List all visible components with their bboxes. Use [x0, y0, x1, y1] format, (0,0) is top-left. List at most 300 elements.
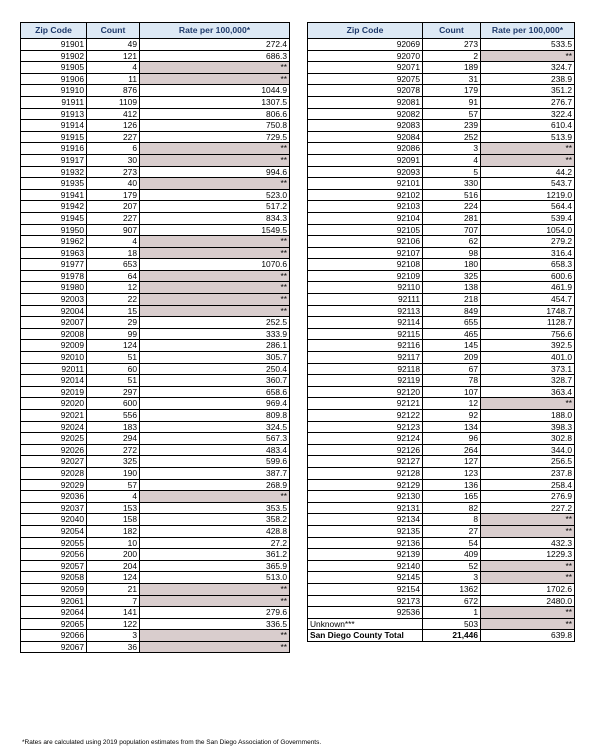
count-cell: 4	[87, 62, 140, 74]
zip-code-cell: 91977	[21, 259, 87, 271]
rate-cell: 483.4	[140, 444, 290, 456]
count-cell: 200	[87, 549, 140, 561]
zip-code-cell: 92003	[21, 294, 87, 306]
count-cell: 227	[87, 131, 140, 143]
table-row	[308, 502, 575, 514]
table-row	[21, 62, 290, 74]
table-row	[21, 583, 290, 595]
zip-code-cell: 92130	[308, 491, 423, 503]
zip-code-cell: 92019	[21, 386, 87, 398]
table-row	[308, 560, 575, 572]
table-row	[21, 340, 290, 352]
table-row	[21, 607, 290, 619]
zip-code-cell: 92118	[308, 363, 423, 375]
zip-code-cell: 92083	[308, 120, 423, 132]
zip-code-cell: 92110	[308, 282, 423, 294]
count-cell: 30	[87, 154, 140, 166]
count-cell: 907	[87, 224, 140, 236]
table-row	[21, 641, 290, 653]
table-row	[308, 444, 575, 456]
zip-code-cell: 92115	[308, 328, 423, 340]
table-row	[308, 247, 575, 259]
rate-cell: 268.9	[140, 479, 290, 491]
rate-cell: 428.8	[140, 525, 290, 537]
rate-cell: **	[481, 514, 575, 526]
table-row	[21, 50, 290, 62]
rate-cell: 336.5	[140, 618, 290, 630]
rate-cell: 2480.0	[481, 595, 575, 607]
count-cell: 27	[423, 525, 481, 537]
count-cell: 52	[423, 560, 481, 572]
table-row	[21, 236, 290, 248]
rate-cell: 756.6	[481, 328, 575, 340]
rate-cell: 322.4	[481, 108, 575, 120]
table-row	[308, 572, 575, 584]
zip-code-cell: 92536	[308, 607, 423, 619]
rate-cell: **	[140, 305, 290, 317]
total-label: San Diego County Total	[308, 630, 423, 642]
table-row	[308, 421, 575, 433]
table-row	[308, 491, 575, 503]
zip-code-cell: 92066	[21, 630, 87, 642]
count-cell: 124	[87, 340, 140, 352]
rate-cell: **	[481, 50, 575, 62]
count-cell: 107	[423, 386, 481, 398]
count-cell: 325	[423, 270, 481, 282]
count-cell: 123	[423, 467, 481, 479]
count-cell: 138	[423, 282, 481, 294]
rate-cell: 523.0	[140, 189, 290, 201]
rate-cell: 324.5	[140, 421, 290, 433]
count-cell: 121	[87, 50, 140, 62]
count-cell: 60	[87, 363, 140, 375]
rate-cell: 238.9	[481, 73, 575, 85]
zip-code-cell: 92103	[308, 201, 423, 213]
count-cell: 62	[423, 236, 481, 248]
zip-code-cell: 92101	[308, 178, 423, 190]
count-cell: 224	[423, 201, 481, 213]
rate-cell: 361.2	[140, 549, 290, 561]
count-header: Count	[423, 23, 481, 39]
zip-code-cell: 92173	[308, 595, 423, 607]
zip-code-cell: 91932	[21, 166, 87, 178]
rate-cell: 250.4	[140, 363, 290, 375]
unknown-row	[308, 618, 575, 630]
table-row	[21, 456, 290, 468]
table-row	[308, 456, 575, 468]
rate-cell: 1702.6	[481, 583, 575, 595]
zip-code-cell: 91916	[21, 143, 87, 155]
count-cell: 330	[423, 178, 481, 190]
rate-cell: 729.5	[140, 131, 290, 143]
count-cell: 54	[423, 537, 481, 549]
count-cell: 218	[423, 294, 481, 306]
table-row	[308, 270, 575, 282]
rate-cell: 227.2	[481, 502, 575, 514]
count-cell: 51	[87, 352, 140, 364]
zip-code-cell: 92106	[308, 236, 423, 248]
count-cell: 600	[87, 398, 140, 410]
zip-code-cell: 92107	[308, 247, 423, 259]
rate-cell: 328.7	[481, 375, 575, 387]
zip-code-cell: 92126	[308, 444, 423, 456]
count-cell: 124	[87, 572, 140, 584]
zip-code-cell: 92124	[308, 433, 423, 445]
table-row	[308, 340, 575, 352]
count-cell: 412	[87, 108, 140, 120]
zip-code-cell: 92067	[21, 641, 87, 653]
rate-cell: 454.7	[481, 294, 575, 306]
zip-code-cell: 92025	[21, 433, 87, 445]
rate-cell: **	[140, 282, 290, 294]
rate-cell: **	[140, 270, 290, 282]
count-cell: 179	[423, 85, 481, 97]
zip-code-cell: 92061	[21, 595, 87, 607]
rate-cell: 513.9	[481, 131, 575, 143]
rate-cell: 1748.7	[481, 305, 575, 317]
zip-code-cell: 92091	[308, 154, 423, 166]
zip-code-cell: 92139	[308, 549, 423, 561]
table-row	[21, 85, 290, 97]
zip-code-cell: 92009	[21, 340, 87, 352]
zip-code-cell: 92140	[308, 560, 423, 572]
count-cell: 1	[423, 607, 481, 619]
count-cell: 8	[423, 514, 481, 526]
zip-code-cell: 92020	[21, 398, 87, 410]
rate-cell: 272.4	[140, 39, 290, 51]
count-cell: 57	[87, 479, 140, 491]
table-row	[21, 259, 290, 271]
count-cell: 12	[87, 282, 140, 294]
rate-cell: **	[140, 236, 290, 248]
zip-code-cell: 92028	[21, 467, 87, 479]
table-row	[21, 73, 290, 85]
rate-cell: 333.9	[140, 328, 290, 340]
rate-cell: **	[140, 641, 290, 653]
rate-cell: 365.9	[140, 560, 290, 572]
zip-code-cell: 91906	[21, 73, 87, 85]
rate-cell: 324.7	[481, 62, 575, 74]
rate-header: Rate per 100,000*	[481, 23, 575, 39]
zip-code-cell: 92136	[308, 537, 423, 549]
count-cell: 252	[423, 131, 481, 143]
count-cell: 51	[87, 375, 140, 387]
count-cell: 227	[87, 212, 140, 224]
table-row	[308, 514, 575, 526]
unknown-count: 503	[423, 618, 481, 630]
table-row	[308, 410, 575, 422]
rate-cell: **	[140, 143, 290, 155]
rate-cell: 1229.3	[481, 549, 575, 561]
count-cell: 99	[87, 328, 140, 340]
rate-cell: 809.8	[140, 410, 290, 422]
count-cell: 209	[423, 352, 481, 364]
table-row	[21, 410, 290, 422]
zip-code-cell: 92036	[21, 491, 87, 503]
count-cell: 67	[423, 363, 481, 375]
count-cell: 91	[423, 96, 481, 108]
table-row	[21, 352, 290, 364]
zip-code-cell: 91980	[21, 282, 87, 294]
zip-code-cell: 92104	[308, 212, 423, 224]
count-cell: 3	[87, 630, 140, 642]
rate-cell: 806.6	[140, 108, 290, 120]
table-row	[308, 294, 575, 306]
rate-cell: 1549.5	[140, 224, 290, 236]
rate-cell: 256.5	[481, 456, 575, 468]
zip-code-cell: 91963	[21, 247, 87, 259]
count-cell: 57	[423, 108, 481, 120]
count-cell: 136	[423, 479, 481, 491]
count-cell: 465	[423, 328, 481, 340]
zip-code-cell: 92027	[21, 456, 87, 468]
table-row	[308, 39, 575, 51]
header-row	[308, 23, 575, 39]
table-row	[308, 328, 575, 340]
count-cell: 297	[87, 386, 140, 398]
zip-code-cell: 92154	[308, 583, 423, 595]
zip-code-cell: 92127	[308, 456, 423, 468]
table-row	[21, 467, 290, 479]
zip-code-cell: 91914	[21, 120, 87, 132]
rate-cell: 363.4	[481, 386, 575, 398]
rate-cell: **	[481, 560, 575, 572]
zip-code-cell: 92084	[308, 131, 423, 143]
table-row	[308, 108, 575, 120]
count-cell: 3	[423, 143, 481, 155]
count-cell: 134	[423, 421, 481, 433]
zip-code-cell: 92010	[21, 352, 87, 364]
zip-code-cell: 92026	[21, 444, 87, 456]
zip-code-cell: 92064	[21, 607, 87, 619]
rate-cell: **	[481, 607, 575, 619]
table-row	[308, 305, 575, 317]
rate-cell: **	[481, 572, 575, 584]
zip-code-cell: 92128	[308, 467, 423, 479]
count-cell: 1362	[423, 583, 481, 595]
rate-cell: 353.5	[140, 502, 290, 514]
count-cell: 141	[87, 607, 140, 619]
zip-code-cell: 91962	[21, 236, 87, 248]
table-row	[21, 317, 290, 329]
table-row	[308, 131, 575, 143]
zip-code-cell: 92117	[308, 352, 423, 364]
table-row	[308, 50, 575, 62]
header-row	[21, 23, 290, 39]
table-row	[308, 85, 575, 97]
table-row	[21, 595, 290, 607]
rate-cell: 750.8	[140, 120, 290, 132]
zip-code-cell: 92086	[308, 143, 423, 155]
count-cell: 82	[423, 502, 481, 514]
count-cell: 325	[87, 456, 140, 468]
rate-cell: 392.5	[481, 340, 575, 352]
zip-code-cell: 91978	[21, 270, 87, 282]
rate-cell: 513.0	[140, 572, 290, 584]
rate-cell: 1219.0	[481, 189, 575, 201]
table-row	[21, 363, 290, 375]
zip-code-cell: 91935	[21, 178, 87, 190]
count-cell: 12	[423, 398, 481, 410]
rate-cell: 1307.5	[140, 96, 290, 108]
total-row	[308, 630, 575, 642]
table-row	[21, 537, 290, 549]
table-row	[308, 479, 575, 491]
table-row	[308, 537, 575, 549]
zip-code-cell: 92093	[308, 166, 423, 178]
table-row	[308, 398, 575, 410]
rate-cell: 286.1	[140, 340, 290, 352]
zip-code-cell: 92114	[308, 317, 423, 329]
zip-code-cell: 91901	[21, 39, 87, 51]
count-cell: 153	[87, 502, 140, 514]
count-cell: 707	[423, 224, 481, 236]
rate-cell: 358.2	[140, 514, 290, 526]
rate-cell: 834.3	[140, 212, 290, 224]
zip-code-cell: 92129	[308, 479, 423, 491]
zip-code-cell: 92071	[308, 62, 423, 74]
count-cell: 11	[87, 73, 140, 85]
count-cell: 2	[423, 50, 481, 62]
rate-cell: **	[140, 73, 290, 85]
rate-cell: 302.8	[481, 433, 575, 445]
table-row	[21, 549, 290, 561]
zip-code-cell: 91913	[21, 108, 87, 120]
rate-cell: 610.4	[481, 120, 575, 132]
zip-code-cell: 92069	[308, 39, 423, 51]
rate-cell: 344.0	[481, 444, 575, 456]
zip-code-cell: 92081	[308, 96, 423, 108]
count-cell: 204	[87, 560, 140, 572]
zip-code-cell: 92040	[21, 514, 87, 526]
rate-cell: 188.0	[481, 410, 575, 422]
zip-code-cell: 92122	[308, 410, 423, 422]
table-row	[308, 595, 575, 607]
rate-cell: **	[481, 154, 575, 166]
zip-code-cell: 91915	[21, 131, 87, 143]
table-row	[21, 39, 290, 51]
zip-code-cell: 92011	[21, 363, 87, 375]
count-cell: 849	[423, 305, 481, 317]
table-row	[308, 386, 575, 398]
rate-cell: 1128.7	[481, 317, 575, 329]
table-row	[21, 525, 290, 537]
rate-cell: 373.1	[481, 363, 575, 375]
zip-code-cell: 92119	[308, 375, 423, 387]
table-row	[308, 166, 575, 178]
count-cell: 92	[423, 410, 481, 422]
zip-code-cell: 91950	[21, 224, 87, 236]
count-cell: 876	[87, 85, 140, 97]
zip-code-cell: 91942	[21, 201, 87, 213]
rate-cell: 539.4	[481, 212, 575, 224]
rate-cell: 351.2	[481, 85, 575, 97]
zip-code-cell: 92134	[308, 514, 423, 526]
rate-cell: 237.8	[481, 467, 575, 479]
table-row	[308, 96, 575, 108]
rate-cell: 279.6	[140, 607, 290, 619]
count-cell: 180	[423, 259, 481, 271]
table-row	[21, 560, 290, 572]
count-cell: 98	[423, 247, 481, 259]
table-row	[308, 62, 575, 74]
count-cell: 127	[423, 456, 481, 468]
table-row	[21, 375, 290, 387]
footnote: *Rates are calculated using 2019 population estimates from the San Diego Association of Governments.	[22, 739, 322, 746]
rate-cell: 543.7	[481, 178, 575, 190]
total-count: 21,446	[423, 630, 481, 642]
zip-code-cell: 92145	[308, 572, 423, 584]
rate-cell: 969.4	[140, 398, 290, 410]
rate-cell: 279.2	[481, 236, 575, 248]
rate-cell: **	[140, 491, 290, 503]
rate-cell: 258.4	[481, 479, 575, 491]
table-row	[21, 224, 290, 236]
table-row	[308, 433, 575, 445]
table-row	[308, 525, 575, 537]
table-row	[308, 154, 575, 166]
zip-code-cell: 92113	[308, 305, 423, 317]
table-row	[308, 282, 575, 294]
table-row	[21, 502, 290, 514]
count-cell: 145	[423, 340, 481, 352]
count-cell: 18	[87, 247, 140, 259]
rate-cell: 599.6	[140, 456, 290, 468]
count-cell: 21	[87, 583, 140, 595]
rate-cell: 398.3	[481, 421, 575, 433]
table-row	[308, 212, 575, 224]
count-cell: 40	[87, 178, 140, 190]
rate-header: Rate per 100,000*	[140, 23, 290, 39]
rate-cell: **	[481, 143, 575, 155]
count-cell: 126	[87, 120, 140, 132]
table-row	[308, 236, 575, 248]
rate-cell: 44.2	[481, 166, 575, 178]
count-cell: 36	[87, 641, 140, 653]
count-cell: 556	[87, 410, 140, 422]
zip-code-cell: 92056	[21, 549, 87, 561]
rate-cell: 564.4	[481, 201, 575, 213]
rate-cell: 27.2	[140, 537, 290, 549]
count-cell: 31	[423, 73, 481, 85]
zip-code-cell: 92082	[308, 108, 423, 120]
table-row	[21, 189, 290, 201]
rate-cell: **	[140, 247, 290, 259]
table-row	[21, 212, 290, 224]
count-cell: 207	[87, 201, 140, 213]
zip-code-cell: 92075	[308, 73, 423, 85]
rate-cell: 517.2	[140, 201, 290, 213]
table-row	[21, 108, 290, 120]
table-row	[308, 352, 575, 364]
zip-code-cell: 92135	[308, 525, 423, 537]
rate-cell: **	[140, 294, 290, 306]
table-row	[21, 572, 290, 584]
table-row	[21, 96, 290, 108]
count-cell: 264	[423, 444, 481, 456]
count-cell: 189	[423, 62, 481, 74]
zip-code-cell: 92004	[21, 305, 87, 317]
rate-cell: 432.3	[481, 537, 575, 549]
rate-cell: 1070.6	[140, 259, 290, 271]
table-row	[308, 607, 575, 619]
count-cell: 653	[87, 259, 140, 271]
unknown-rate: **	[481, 618, 575, 630]
table-row	[308, 317, 575, 329]
rate-cell: 316.4	[481, 247, 575, 259]
table-row	[308, 549, 575, 561]
count-cell: 4	[87, 491, 140, 503]
